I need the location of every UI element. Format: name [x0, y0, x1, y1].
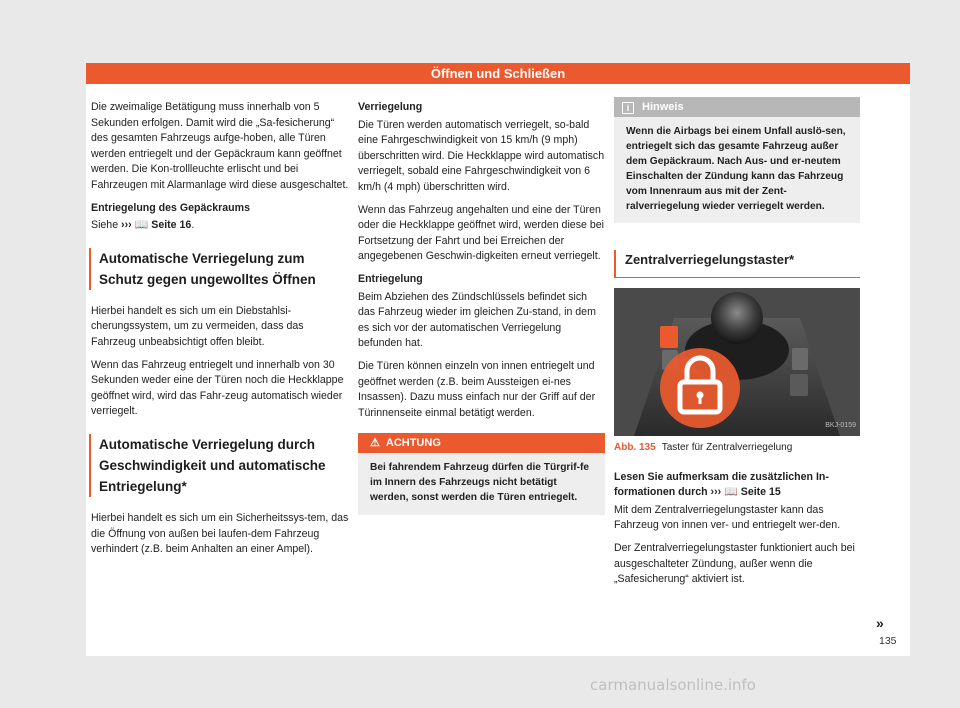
paragraph: Mit dem Zentralverriegelungstaster kann das Fahrzeug von innen ver- und entriegelt wer-den.	[614, 503, 841, 532]
paragraph: Hierbei handelt es sich um ein Sicherheitssys-tem, das die Öffnung von außen bei laufen-dem Fahrzeug verhindert (z.B. beim Anhalten an einer Ampel).	[91, 511, 349, 556]
continue-mark: »	[876, 615, 884, 631]
subheading: Verriegelung	[358, 101, 423, 113]
page-header: Öffnen und Schließen	[86, 63, 910, 84]
page-link[interactable]: Seite 15	[740, 486, 781, 499]
paragraph: Die Türen können einzeln von innen entriegelt und geöffnet werden (z.B. beim Aussteigen ei-nes Insassen). Dazu muss einfach nur der Griff auf der Türinnenseite einmal betätigt werden.	[358, 359, 596, 419]
column-1	[91, 100, 349, 565]
note-text: Wenn die Airbags bei einem Unfall auslö-sen, entriegelt sich das gesamte Fahrzeug außer dem Gepäckraum. Nach Aus- und er-neutem Einschalten der Zündung kann das Fahrzeug vom Innenraum aus mit der Zent-ralverriegelung wieder verriegelt werden.	[626, 126, 846, 212]
column-3	[614, 100, 860, 595]
caption-text: Taster für Zentralverriegelung	[661, 442, 793, 453]
subheading	[614, 470, 860, 501]
section-heading: Automatische Verriegelung durch Geschwindigkeit und automatische Entriegelung*	[89, 434, 349, 497]
figure-caption	[614, 440, 860, 456]
warning-box	[358, 433, 605, 515]
book-icon: 📖	[134, 219, 149, 232]
section-heading: Zentralverriegelungstaster*	[614, 250, 860, 278]
warning-text: Bei fahrendem Fahrzeug dürfen die Türgrif-fe im Innern des Fahrzeugs nicht betätigt werden, sonst werden die Türen entriegelt.	[370, 462, 590, 504]
subheading: Entriegelung	[358, 272, 423, 285]
manual-page	[86, 63, 910, 656]
subheading: Entriegelung des Gepäckraums	[91, 201, 250, 214]
warning-triangle-icon: ⚠	[370, 437, 380, 450]
see-suffix: .	[191, 219, 195, 232]
figure-code: BKJ-0159	[825, 422, 856, 430]
arrow-marks: ›››	[710, 486, 722, 499]
column-2	[358, 100, 605, 515]
warning-header	[358, 433, 605, 453]
note-header	[614, 97, 860, 117]
paragraph: Hierbei handelt es sich um ein Diebstahlsi-cherungssystem, um zu vermeiden, dass das Fahrzeug unbeabsichtigt offen bleibt.	[91, 304, 304, 348]
warning-title: ACHTUNG	[385, 437, 441, 450]
see-reference	[91, 218, 349, 234]
console-illustration	[614, 288, 860, 436]
arrow-marks: ›››	[121, 219, 132, 232]
see-prefix: Siehe	[91, 219, 122, 232]
note-box	[614, 97, 860, 223]
book-icon: 📖	[724, 486, 738, 499]
footer-watermark: carmanualsonline.info	[590, 676, 756, 694]
paragraph: Die Türen werden automatisch verriegelt, so-bald eine Fahrgeschwindigkeit von 15 km/h (9 mph) überschritten wird. Die Heckklappe wird automatisch verriegelt, sobald eine Fahrgeschwindigkeit von 6 km/h (4 mph) überschritten wird.	[358, 118, 605, 193]
paragraph: Beim Abziehen des Zündschlüssels befindet sich das Fahrzeug wieder im gleichen Zu-stand, in dem es sich vor der automatischen Verriegelung befunden hat.	[358, 290, 596, 350]
paragraph: Die zweimalige Betätigung muss innerhalb von 5 Sekunden erfolgen. Damit wird die „Sa-fesicherung“ des gesamten Fahrzeugs aufge-hoben, alle Türen werden entriegelt und der Gepäckraum kann geöffnet werden. Die Kon-trollleuchte erlischt und bei Fahrzeugen mit Alarmanlage wird diese ausgeschaltet.	[91, 101, 349, 191]
paragraph: Wenn das Fahrzeug entriegelt und innerhalb von 30 Sekunden weder eine der Türen noch die Heckklappe geöffnet wird, wird das Fahr-zeug automatisch wieder verriegelt.	[91, 358, 344, 418]
page-number: 135	[879, 635, 897, 647]
note-title: Hinweis	[642, 101, 684, 113]
page-link[interactable]: Seite 16	[151, 219, 192, 232]
info-icon: i	[622, 102, 634, 114]
paragraph: Wenn das Fahrzeug angehalten und eine der Türen oder die Heckklappe geöffnet wird, werden diese bei Fortsetzung der Fahrt und bei Erreichen der angegebenen Geschwin-digkeiten erneut verriegelt.	[358, 203, 604, 263]
paragraph: Der Zentralverriegelungstaster funktioniert auch bei ausgeschalteter Zündung, außer wenn die „Safesicherung“ aktiviert ist.	[614, 541, 855, 586]
caption-label: Abb. 135	[614, 442, 656, 453]
subheading-text: Lesen Sie aufmerksam die zusätzlichen In-formationen durch	[614, 470, 829, 499]
section-heading: Automatische Verriegelung zum Schutz gegen ungewolltes Öffnen	[89, 248, 349, 290]
figure-lock-button	[614, 288, 860, 436]
